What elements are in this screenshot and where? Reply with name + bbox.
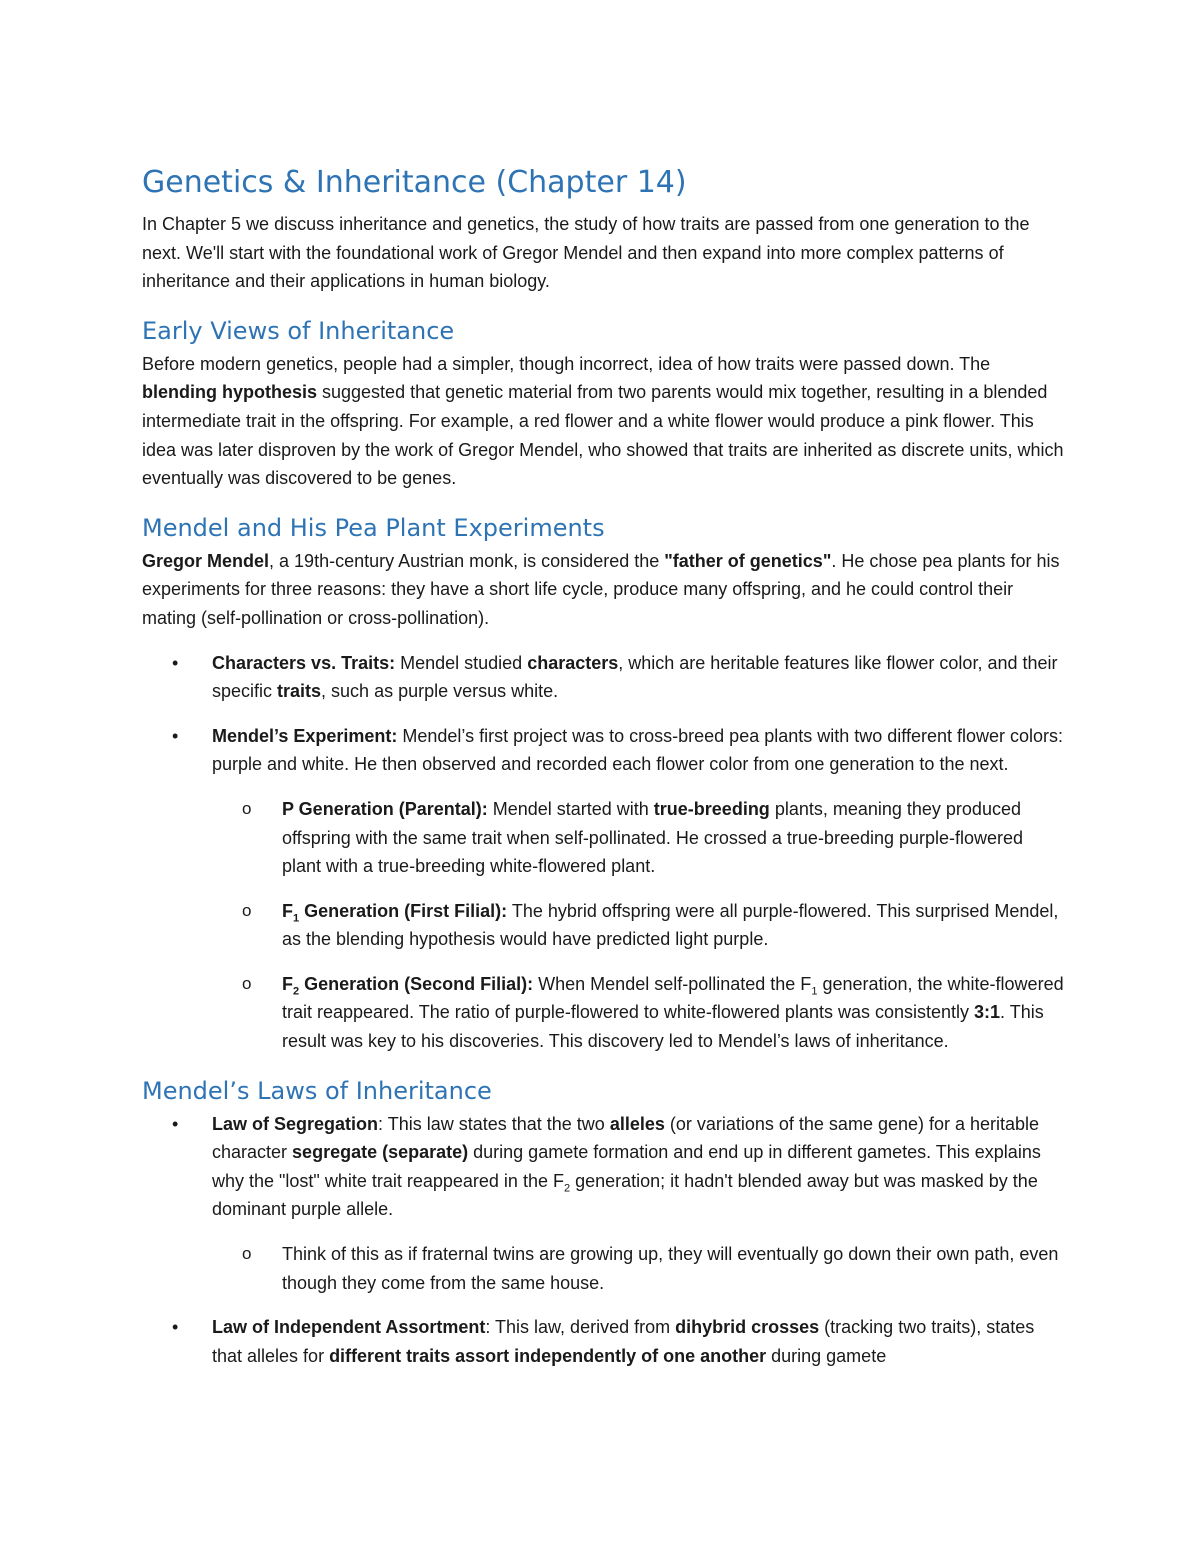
sub-bullet-marker: o bbox=[242, 798, 252, 818]
laws-bullet-list bbox=[142, 1110, 1067, 1371]
mendel-bullet-list bbox=[142, 649, 1067, 1056]
mendel-paragraph: Gregor Mendel, a 19th-century Austrian monk, is considered the "father of genetics". He chose pea plants for his experiments for three reasons: they have a short life cycle, produce many offspring, and he could control their mating (self-pollination or cross-pollination). bbox=[142, 550, 1060, 628]
list-item-f1-generation: o $F_1$ Generation (First Filial): The hybrid offspring were all purple-flowered. This surprised Mendel, as the blending hypothesis would have predicted light purple. bbox=[142, 897, 1067, 954]
list-item-twins-analogy: o Think of this as if fraternal twins are growing up, they will eventually go down their own path, even though they come from the same house. bbox=[142, 1240, 1067, 1297]
list-item-characters-traits: • Characters vs. Traits: Mendel studied characters, which are heritable features like flower color, and their specific traits, such as purple versus white. bbox=[142, 649, 1067, 706]
list-item-mendel-experiment: • Mendel’s Experiment: Mendel’s first project was to cross-breed pea plants with two different flower colors: purple and white. He then observed and recorded each flower color from one generation to the next. o P Generation (Parental): Mendel started with true-breeding plants, meaning they produced offspring with the same trait when self-pollinated. He crossed a true-breeding purple-flowered plant with a true-breeding white-flowered plant. o $F_1$ Generation (First Filial): The hybrid offspring were all purple-flowered. This surprised Mendel, as the blending hypothesis would have predicted light purple. o $F_2$ Generation (Second Filial): When Mendel self-pollinated the $F_1$ generation, the white-flowered trait reappeared. The ratio of purple-flowered to white-flowered plants was consistently 3:1. This result was key to his discoveries. This discovery led to Mendel’s laws of inheritance. bbox=[142, 722, 1067, 1056]
bullet-marker: • bbox=[172, 1317, 179, 1338]
sub-bullet-marker: o bbox=[242, 973, 252, 993]
document-body bbox=[142, 162, 1067, 1370]
section-heading-early-views: Early Views of Inheritance bbox=[142, 316, 455, 345]
section-heading-mendel-laws: Mendel’s Laws of Inheritance bbox=[142, 1076, 492, 1105]
list-item-law-segregation: • Law of Segregation: This law states that the two alleles (or variations of the same gene) for a heritable character segregate (separate) during gamete formation and end up in different gametes. This explains why the "lost" white trait reappeared in the $F_2$ generation; it hadn't blended away but was masked by the dominant purple allele. o Think of this as if fraternal twins are growing up, they will eventually go down their own path, even though they come from the same house. bbox=[142, 1110, 1067, 1298]
bullet-marker: • bbox=[172, 652, 179, 673]
segregation-sublist bbox=[212, 1240, 1067, 1297]
list-item-p-generation: o P Generation (Parental): Mendel started with true-breeding plants, meaning they produced offspring with the same trait when self-pollinated. He crossed a true-breeding purple-flowered plant with a true-breeding white-flowered plant. bbox=[142, 795, 1067, 881]
bullet-marker: • bbox=[172, 1113, 179, 1134]
page-title: Genetics & Inheritance (Chapter 14) bbox=[142, 165, 687, 200]
sub-bullet-marker: o bbox=[242, 900, 252, 920]
sub-bullet-marker: o bbox=[242, 1244, 252, 1264]
early-views-paragraph: Before modern genetics, people had a simpler, though incorrect, idea of how traits were passed down. The blending hypothesis suggested that genetic material from two parents would mix together, resulting in a blended intermediate trait in the offspring. For example, a red flower and a white flower would produce a pink flower. This idea was later disproven by the work of Gregor Mendel, who showed that traits are inherited as discrete units, which eventually was discovered to be genes. bbox=[142, 353, 1064, 489]
section-heading-mendel-experiments: Mendel and His Pea Plant Experiments bbox=[142, 513, 605, 542]
list-item-law-independent-assortment: • Law of Independent Assortment: This law, derived from dihybrid crosses (tracking two traits), states that alleles for different traits assort independently of one another during gamete bbox=[142, 1313, 1067, 1370]
generation-sublist bbox=[212, 795, 1067, 1056]
bullet-marker: • bbox=[172, 725, 179, 746]
list-item-f2-generation: o $F_2$ Generation (Second Filial): When Mendel self-pollinated the $F_1$ generation, the white-flowered trait reappeared. The ratio of purple-flowered to white-flowered plants was consistently 3:1. This result was key to his discoveries. This discovery led to Mendel’s laws of inheritance. bbox=[142, 970, 1067, 1056]
intro-paragraph: In Chapter 5 we discuss inheritance and genetics, the study of how traits are passed from one generation to the next. We'll start with the foundational work of Gregor Mendel and then expand into more complex patterns of inheritance and their applications in human biology. bbox=[142, 214, 1030, 292]
